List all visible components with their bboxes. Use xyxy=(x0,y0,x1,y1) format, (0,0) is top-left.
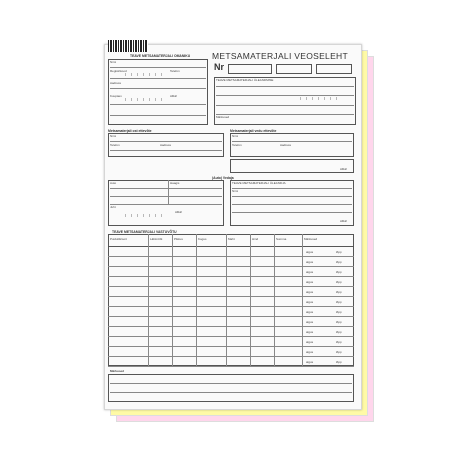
barcode-image xyxy=(108,40,148,52)
receiver-header: TEAVE METSAMATERJALI ÜLEANDJA xyxy=(232,181,286,185)
row-label-end: lõpp xyxy=(336,330,342,334)
carrier-divider xyxy=(168,180,169,204)
carrier-ticks xyxy=(125,214,165,217)
section-owner: TEAVE METSAMATERJALI OMANIKU xyxy=(130,54,191,58)
buyer-line-1 xyxy=(110,141,222,142)
notes-line-2 xyxy=(110,392,352,393)
row-label-end: lõpp xyxy=(336,300,342,304)
receiver-signature-label: Allkiri xyxy=(340,219,348,223)
row-label-start: algus xyxy=(306,330,314,334)
row-label-start: algus xyxy=(306,270,314,274)
row-label-end: lõpp xyxy=(336,290,342,294)
row-label-start: algus xyxy=(306,340,314,344)
transfer-notes-label: Märkused xyxy=(216,115,230,119)
form-number-box-2 xyxy=(276,64,312,74)
row-label-start: algus xyxy=(306,300,314,304)
table-header-6: Summa xyxy=(276,237,287,241)
buyer-address-label: Aadress xyxy=(160,143,172,147)
transfer-header: TEAVE METSAMATERJALI ÜLEANDMISE xyxy=(216,78,274,82)
carrier-section-box xyxy=(108,180,224,226)
carrier-car-label: Auto xyxy=(110,181,117,185)
table-header-7: Märkused xyxy=(304,237,318,241)
row-label-start: algus xyxy=(306,290,314,294)
owner-phone-label: Telefon xyxy=(170,69,180,73)
receiver-name-label: Nimi xyxy=(232,189,238,193)
transfer-line-1 xyxy=(216,86,354,87)
table-row xyxy=(108,276,354,277)
mover-address-label: Aadress xyxy=(280,143,292,147)
table-row xyxy=(108,346,354,347)
mover-line-1 xyxy=(232,141,352,142)
owner-line-2 xyxy=(110,78,206,79)
section-reception: TEAVE METSAMATERJALI VASTUVÕTU xyxy=(112,230,177,234)
table-header-4: Maht xyxy=(228,237,235,241)
row-label-start: algus xyxy=(306,250,314,254)
mover-signature-label: Allkiri xyxy=(340,167,348,171)
transfer-line-4 xyxy=(216,114,354,115)
mover-phone-label: Telefon xyxy=(232,143,242,147)
carrier-line-1 xyxy=(110,188,222,189)
row-label-end: lõpp xyxy=(336,280,342,284)
row-label-end: lõpp xyxy=(336,270,342,274)
carrier-signature-label: Allkiri xyxy=(175,210,183,214)
row-label-end: lõpp xyxy=(336,260,342,264)
table-row xyxy=(108,316,354,317)
carrier-trailer-label: Haagis xyxy=(170,181,180,185)
row-label-end: lõpp xyxy=(336,250,342,254)
table-header-0: Puiduliik/sort xyxy=(110,237,128,241)
receiver-section-box xyxy=(230,180,354,226)
row-label-end: lõpp xyxy=(336,340,342,344)
carrier-driver-label: Juht xyxy=(110,205,116,209)
table-row xyxy=(108,256,354,257)
table-row xyxy=(108,356,354,357)
section-carrier: (Auto) Vedaja xyxy=(212,176,234,180)
owner-ticks-2 xyxy=(125,98,165,101)
row-label-end: lõpp xyxy=(336,360,342,364)
form-number-box-3 xyxy=(316,64,352,74)
transfer-ticks xyxy=(300,97,340,100)
row-label-start: algus xyxy=(306,350,314,354)
buyer-line-2 xyxy=(110,150,222,151)
receiver-line-2 xyxy=(232,196,352,197)
owner-signature-label: Allkiri xyxy=(170,94,178,98)
carrier-line-2 xyxy=(110,196,222,197)
receiver-line-3 xyxy=(232,204,352,205)
row-label-start: algus xyxy=(306,360,314,364)
row-label-end: lõpp xyxy=(336,350,342,354)
notes-box xyxy=(108,374,354,402)
row-label-start: algus xyxy=(306,260,314,264)
mover-signature-box xyxy=(230,159,354,173)
receiver-line-4 xyxy=(232,212,352,213)
row-label-start: algus xyxy=(306,280,314,284)
table-row xyxy=(108,266,354,267)
table-row xyxy=(108,366,354,367)
table-header-5: Hind xyxy=(252,237,259,241)
transfer-line-2 xyxy=(216,95,354,96)
owner-reg-ticks xyxy=(125,73,165,76)
table-row xyxy=(108,306,354,307)
buyer-phone-label: Telefon xyxy=(110,143,120,147)
owner-line-5 xyxy=(110,115,206,116)
owner-line-1 xyxy=(110,67,206,68)
table-row xyxy=(108,296,354,297)
form-number-label: Nr xyxy=(214,62,225,72)
table-header-1: Läbimõõt xyxy=(150,237,163,241)
table-row xyxy=(108,336,354,337)
owner-line-4 xyxy=(110,104,206,105)
owner-date-label: Kuupäev xyxy=(110,94,122,98)
transfer-section-box xyxy=(214,77,356,125)
table-header-line xyxy=(108,246,354,247)
notes-label: Märkused xyxy=(110,369,125,373)
row-label-start: algus xyxy=(306,310,314,314)
section-buyer: Metsamaterjali ost ettevõte xyxy=(108,129,152,133)
owner-address-label: Aadress xyxy=(110,81,122,85)
row-label-end: lõpp xyxy=(336,320,342,324)
owner-name-label: Nimi xyxy=(110,60,116,64)
mover-section-box xyxy=(230,133,354,157)
form-number-box xyxy=(228,64,272,74)
table-row xyxy=(108,286,354,287)
buyer-name-label: Nimi xyxy=(110,134,116,138)
row-label-end: lõpp xyxy=(336,310,342,314)
receiver-line-1 xyxy=(232,188,352,189)
table-row xyxy=(108,326,354,327)
carrier-line-3 xyxy=(110,204,222,205)
mover-name-label: Nimi xyxy=(232,134,238,138)
owner-reg-label: Registrikood xyxy=(110,69,127,73)
section-mover: Metsamaterjali vedu ettevõte xyxy=(230,129,277,133)
owner-line-3 xyxy=(110,88,206,89)
table-header-2: Pikkus xyxy=(174,237,183,241)
row-label-start: algus xyxy=(306,320,314,324)
transfer-line-3 xyxy=(216,105,354,106)
notes-line-1 xyxy=(110,383,352,384)
table-header-3: Kogus xyxy=(198,237,207,241)
form-title: METSAMATERJALI VEOSELEHT xyxy=(212,51,348,61)
